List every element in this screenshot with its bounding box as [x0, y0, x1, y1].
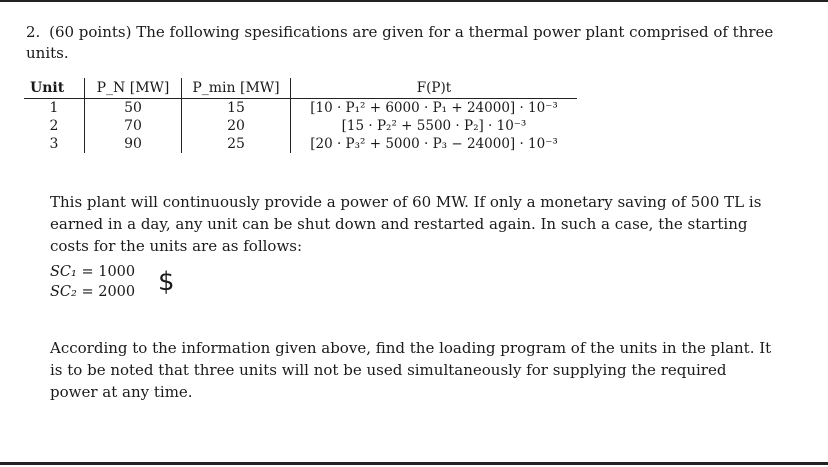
paragraph-plant-operation: This plant will continuously provide a power of 60 MW. If only a monetary saving of 500 TL is earned in a day, any unit can be shut down and restarted again. In such a case, the starting costs for the units are as follows:	[50, 193, 762, 255]
cell-unit: 1	[24, 99, 85, 118]
question-number: 2.	[26, 23, 41, 41]
table-row	[24, 117, 577, 135]
cell-cost-function: [15 · P₂² + 5500 · P₂] · 10⁻³	[341, 118, 527, 134]
cell-pmin: 15	[182, 99, 291, 118]
cell-pn: 90	[85, 135, 182, 153]
cell-pn: 50	[85, 99, 182, 118]
header-pn: P_N [MW]	[85, 78, 182, 99]
paragraph-task: According to the information given above, find the loading program of the units in the plant. It is to be noted that three units will not be used simultaneously for supplying the required power at any time.	[50, 339, 772, 401]
header-cost-function: F(P)t	[416, 80, 452, 96]
table-header-row	[24, 78, 577, 99]
cell-unit: 3	[24, 135, 85, 153]
cell-cost-function: [20 · P₃² + 5000 · P₃ − 24000] · 10⁻³	[310, 136, 558, 152]
cell-pmin: 20	[182, 117, 291, 135]
start-cost-label: SC₁ =	[50, 264, 94, 280]
start-cost-value: 1000	[98, 264, 136, 280]
cell-pmin: 25	[182, 135, 291, 153]
currency-symbol: $	[158, 267, 175, 297]
start-cost-value: 2000	[98, 284, 136, 300]
start-cost-line	[50, 282, 135, 302]
header-unit: Unit	[24, 78, 85, 99]
bottom-rule	[0, 462, 828, 465]
specification-table	[24, 78, 577, 153]
top-rule	[0, 0, 828, 2]
cell-unit: 2	[24, 117, 85, 135]
cell-cost-function: [10 · P₁² + 6000 · P₁ + 24000] · 10⁻³	[310, 100, 558, 116]
table-row	[24, 99, 577, 118]
header-pmin: P_min [MW]	[182, 78, 291, 99]
question-intro-text: (60 points) The following spesifications are given for a thermal power plant comprised of three units.	[26, 23, 774, 62]
start-costs-block	[50, 262, 135, 302]
cell-pn: 70	[85, 117, 182, 135]
question-heading	[26, 22, 796, 64]
start-cost-line	[50, 262, 135, 282]
table-row	[24, 135, 577, 153]
start-cost-label: SC₂ =	[50, 284, 94, 300]
